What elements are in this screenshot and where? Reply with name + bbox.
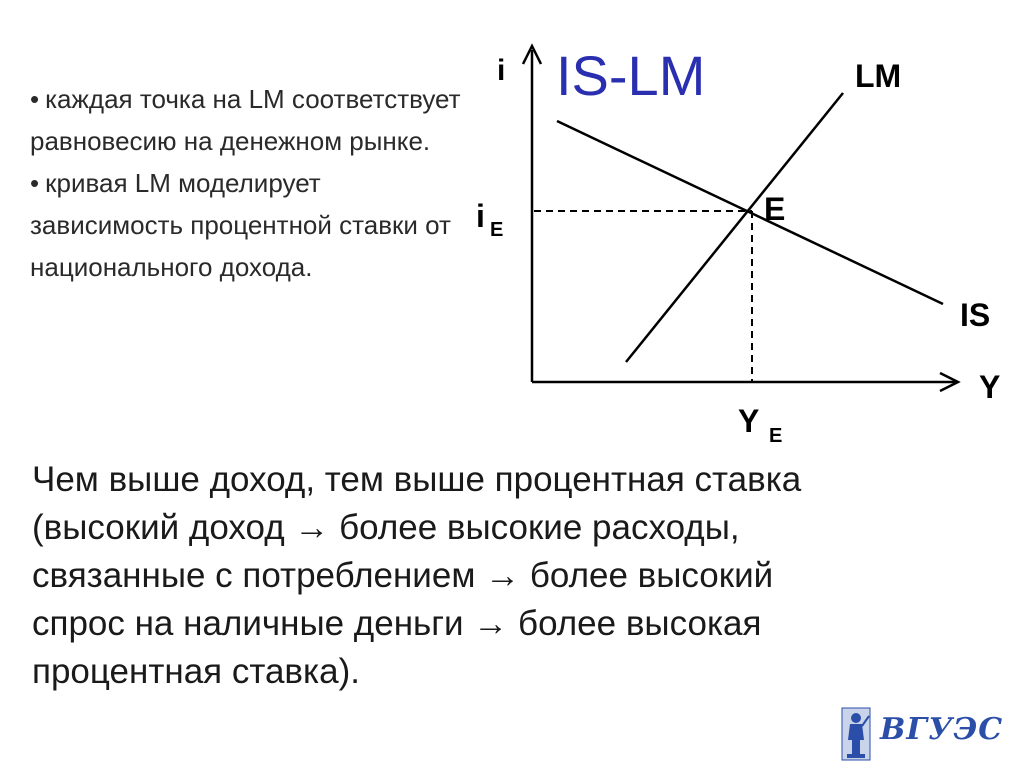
explanation-line: спрос на наличные деньги → более высокая — [32, 604, 762, 643]
ie-label-subscript: E — [490, 219, 504, 241]
ie-label-main: i — [476, 198, 485, 234]
bullet-text: кривая LM моделирует зависимость процентной ставки от национального дохода. — [30, 168, 451, 282]
statue-emblem-icon — [836, 706, 876, 762]
bullet-dot: • — [30, 84, 40, 114]
logo-text: ВГУЭС — [880, 712, 1004, 747]
lm-label: LM — [855, 58, 902, 94]
ye-label-subscript: E — [769, 425, 783, 447]
explanation-line: (высокий доход → более высокие расходы, — [32, 508, 740, 547]
ye-label-main: Y — [738, 403, 760, 439]
explanation-line: процентная ставка). — [32, 652, 360, 691]
is-label: IS — [960, 297, 991, 333]
explanation-text — [32, 456, 992, 696]
bullet-dot: • — [30, 168, 40, 198]
lm-curve — [626, 93, 843, 362]
diagram-title: IS-LM — [556, 44, 706, 107]
bullet-text: каждая точка на LM соответствует равновесию на денежном рынке. — [30, 84, 461, 156]
explanation-line: связанные с потреблением → более высокий — [32, 556, 774, 595]
university-logo — [836, 706, 1002, 762]
equilibrium-point-label: E — [764, 191, 786, 227]
is-curve — [557, 121, 943, 304]
ye-label — [738, 403, 782, 447]
ie-label — [476, 198, 503, 241]
explanation-line: Чем выше доход, тем выше процентная ставка — [32, 460, 802, 499]
y-axis-label: i — [497, 54, 506, 87]
x-axis-label: Y — [979, 369, 1001, 405]
